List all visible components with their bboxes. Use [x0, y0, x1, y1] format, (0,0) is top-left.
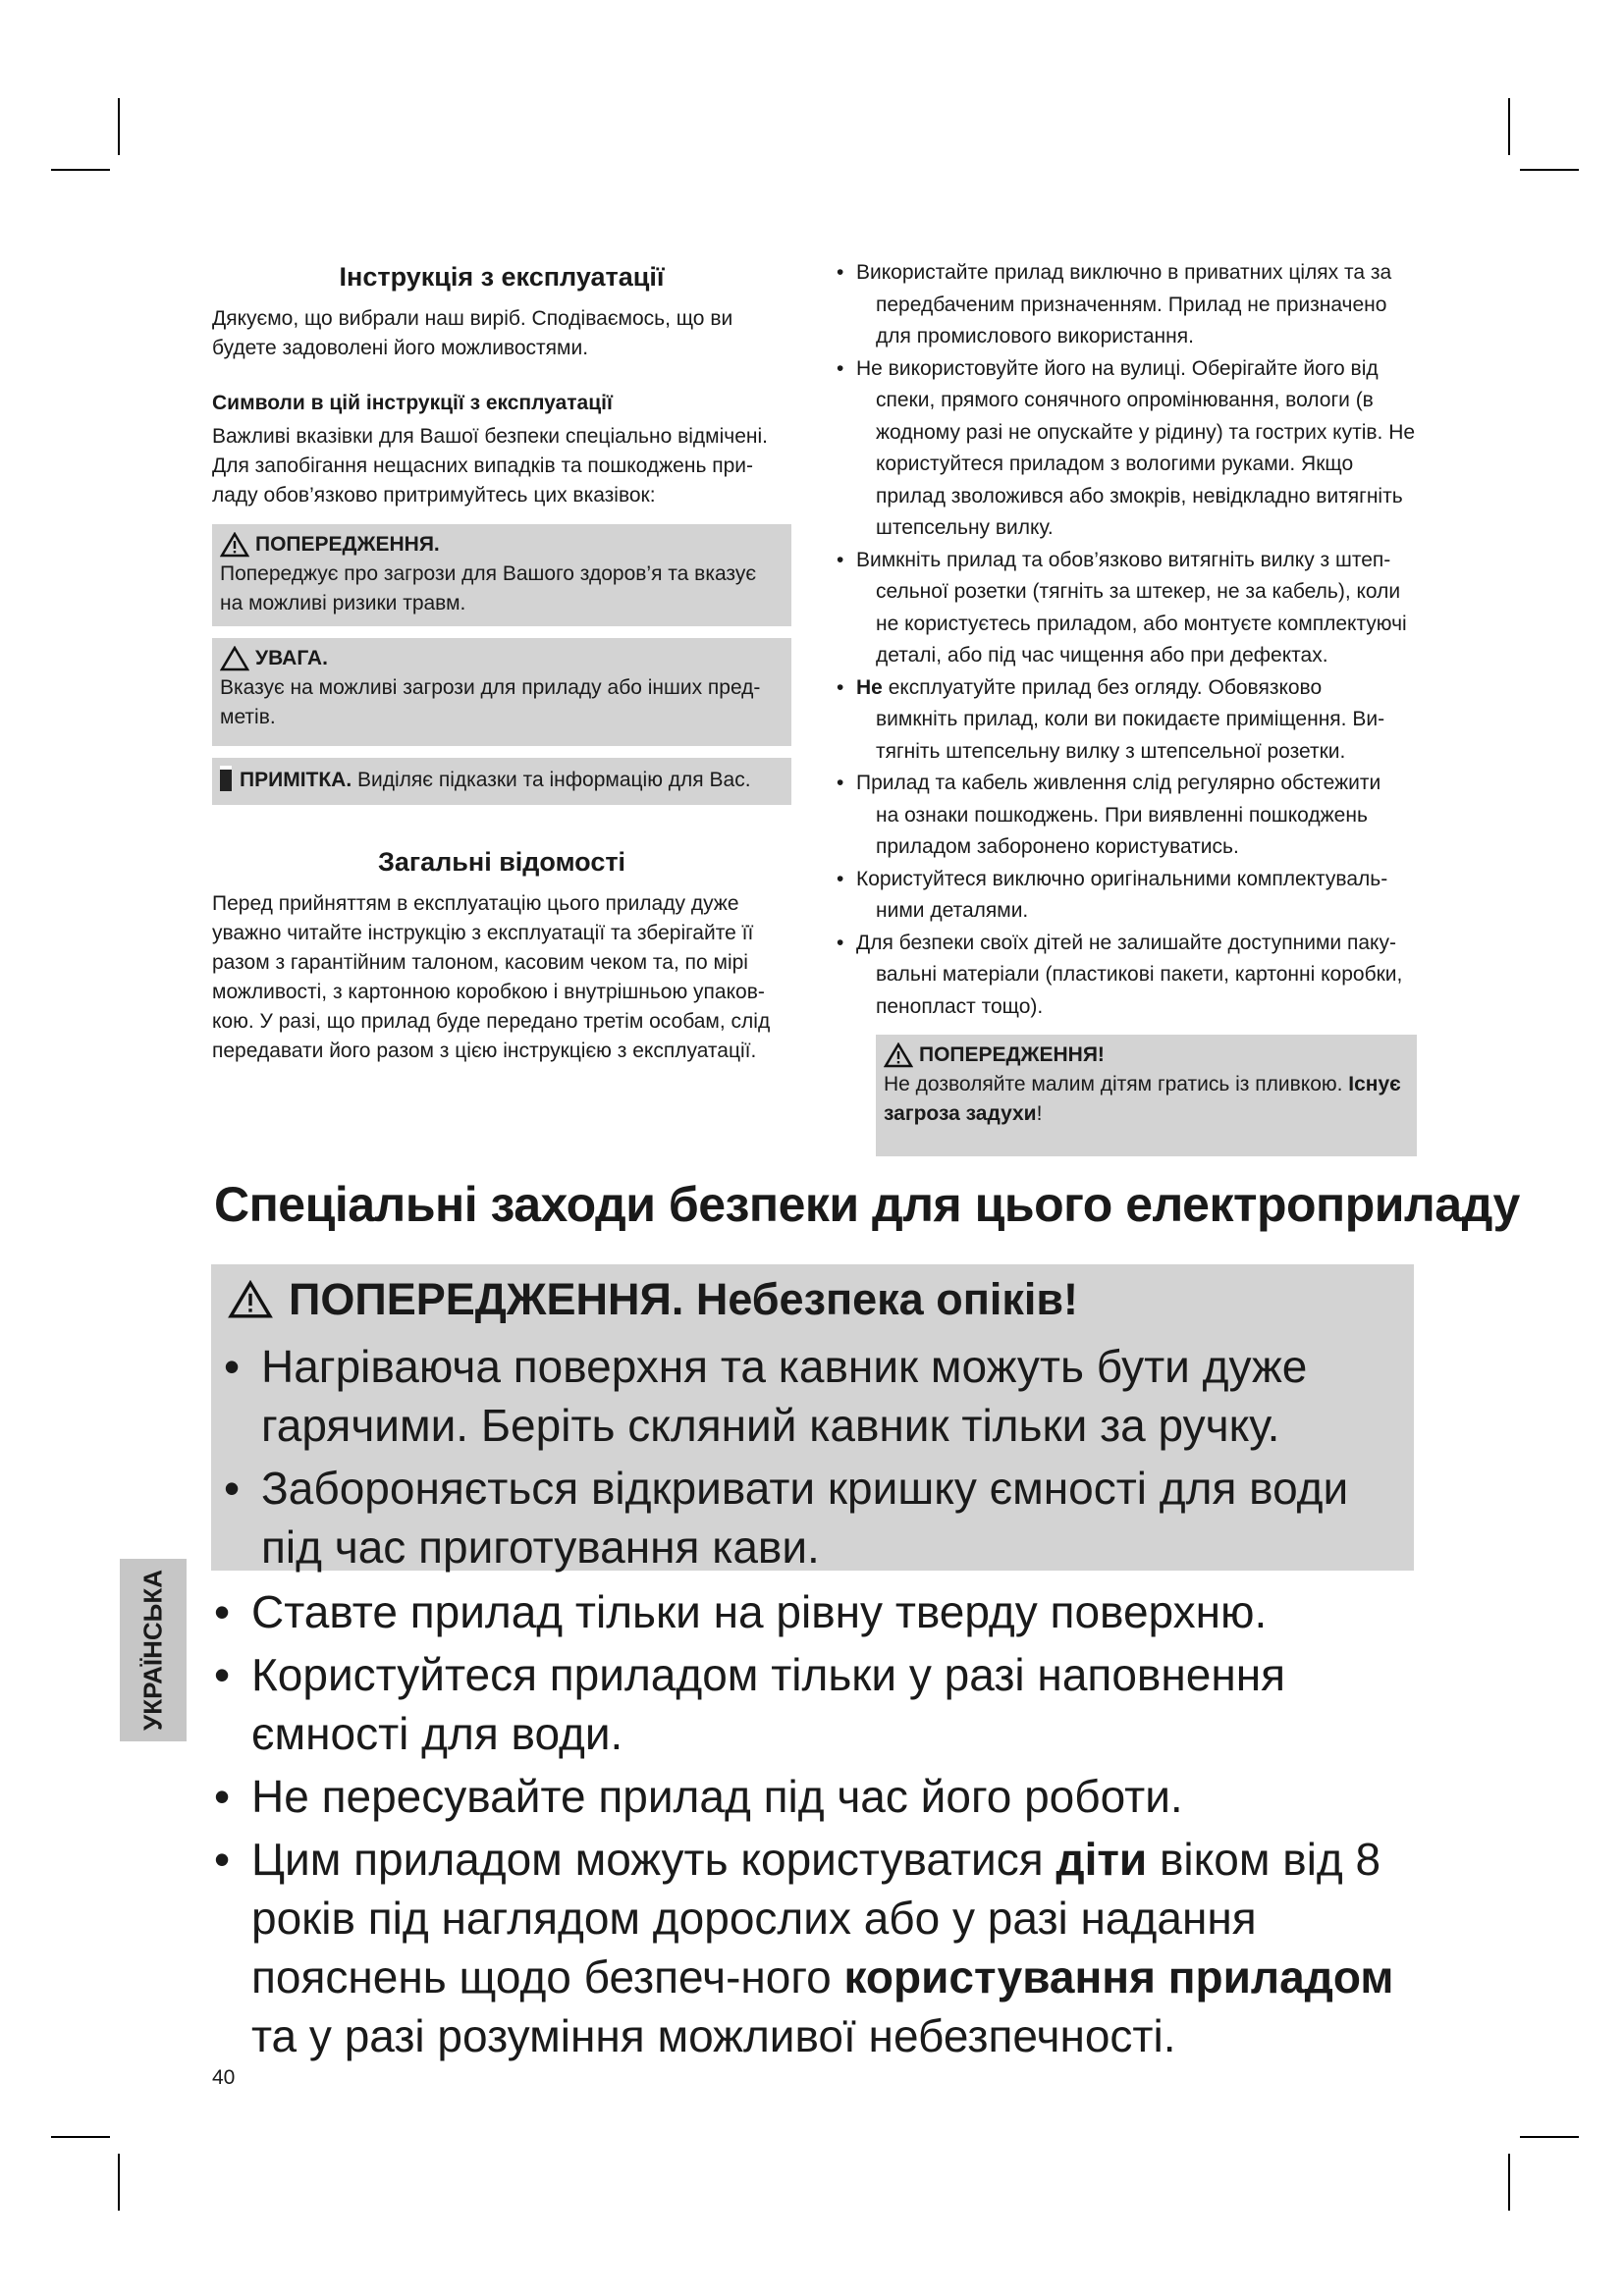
crop-mark: [1508, 98, 1510, 155]
warning-triangle-icon: [220, 646, 249, 671]
safety-bullet-list: [833, 257, 1417, 1023]
caution-legend-title: УВАГА.: [255, 647, 328, 669]
special-safety-list: [206, 1582, 1424, 2065]
list-item: • Використайте прилад виключно в приватних цілях та за передбаченим призначенням. Прилад не призначено для промислового використання.: [833, 257, 1417, 353]
warning-legend-title: ПОПЕРЕДЖЕННЯ.: [255, 533, 440, 556]
note-legend-box: [212, 758, 791, 805]
instructions-title: Інструкція з експлуатації: [339, 262, 665, 292]
warning-triangle-icon: [228, 1280, 273, 1319]
burn-warning-list: [216, 1337, 1394, 1576]
intro-text: Дякуємо, що вибрали наш виріб. Сподіваємось, що ви будете задоволені його можливостями.: [212, 307, 733, 359]
crop-mark: [1520, 169, 1579, 171]
note-legend-text: Виділяє підказки та інформацію для Вас.: [352, 769, 751, 791]
caution-legend-text: Вказує на можливі загрози для приладу або інших пред-метів.: [220, 676, 761, 728]
list-item: • Вимкніть прилад та обов’язково витягніть вилку з штеп- сельної розетки (тягніть за штекер, не за кабель), коли не користуєтесь приладом, або монтуєте комплектуючі деталі, або під час чищення або при дефектах.: [833, 545, 1417, 672]
caution-legend-box: [212, 638, 791, 746]
list-item: • Користуйтеся виключно оригінальними комплектуваль- ними деталями.: [833, 864, 1417, 928]
list-item: • Не пересувайте прилад під час його роботи.: [206, 1767, 1424, 1826]
list-item: • Не використовуйте його на вулиці. Оберігайте його від спеки, прямого сонячного опромінювання, вологи (в жодному разі не опускайте у рідину) та гострих кутів. Не користуйтеся приладом з вологими руками. Якщо прилад зволожився або змокрів, невідкладно витягніть штепсельну вилку.: [833, 353, 1417, 545]
list-item: • Ставте прилад тільки на рівну тверду поверхню.: [206, 1582, 1424, 1641]
list-item: • Користуйтеся приладом тільки у разі наповнення ємності для води.: [206, 1645, 1424, 1763]
suffocation-warning-text: Не дозволяйте малим дітям гратись із пливкою. Існує загроза задухи!: [884, 1073, 1401, 1125]
warning-triangle-icon: [884, 1042, 913, 1068]
list-item: • Для безпеки своїх дітей не залишайте доступними паку- вальні матеріали (пластикові пакети, картонні коробки, пенопласт тощо).: [833, 928, 1417, 1024]
special-safety-heading: Спеціальні заходи безпеки для цього електроприладу: [214, 1177, 1520, 1232]
list-item: • Цим приладом можуть користуватися діти віком від 8 років під наглядом дорослих або у разі надання пояснень щодо безпеч-ного користування приладом та у разі розуміння можливої небезпечності.: [206, 1830, 1424, 2065]
crop-mark: [118, 2154, 120, 2211]
note-legend-title: ПРИМІТКА.: [240, 769, 352, 791]
suffocation-warning-box: [876, 1035, 1417, 1156]
info-icon: [220, 766, 232, 791]
general-text: Перед прийняттям в експлуатацію цього приладу дуже уважно читайте інструкцію з експлуатації та зберігайте її разом з гарантійним талоном, касовим чеком та, по мірі можливості, з картонною коробкою і внутрішньою упаков-кою. У разі, що прилад буде передано третім особам, слід передавати його разом з цією інструкцією з експлуатації.: [212, 892, 771, 1062]
list-item: • Забороняється відкривати кришку ємності для води під час приготування кави.: [216, 1459, 1394, 1576]
warning-legend-text: Попереджує про загрози для Вашого здоров’я та вказує на можливі ризики травм.: [220, 562, 757, 614]
warning-triangle-icon: [220, 532, 249, 558]
warning-legend-box: [212, 524, 791, 626]
general-heading: Загальні відомості: [377, 847, 626, 877]
list-item: • Прилад та кабель живлення слід регулярно обстежити на ознаки пошкоджень. При виявленні пошкоджень приладом заборонено користуватись.: [833, 768, 1417, 864]
symbols-heading: Символи в цій інструкції з експлуатації: [212, 392, 613, 414]
crop-mark: [118, 98, 120, 155]
page-number: 40: [212, 2066, 236, 2089]
left-column: [212, 257, 791, 1066]
crop-mark: [51, 169, 110, 171]
burn-warning-title: ПОПЕРЕДЖЕННЯ. Небезпека опіків!: [228, 1274, 1078, 1325]
suffocation-warning-title: ПОПЕРЕДЖЕННЯ!: [919, 1043, 1105, 1066]
list-item: • Не експлуатуйте прилад без огляду. Обовязково вимкніть прилад, коли ви покидаєте приміщення. Ви-тягніть штепсельну вилку з штепсельної розетки.: [833, 672, 1417, 769]
right-column: [833, 257, 1417, 1156]
symbols-text: Важливі вказівки для Вашої безпеки спеціально відмічені. Для запобігання нещасних випадків та пошкоджень при-ладу обов’язково притримуйтесь цих вказівок:: [212, 425, 768, 507]
crop-mark: [1508, 2154, 1510, 2211]
crop-mark: [51, 2136, 110, 2138]
crop-mark: [1520, 2136, 1579, 2138]
language-side-tab: УКРАЇНСЬКА: [120, 1559, 187, 1741]
list-item: • Нагріваюча поверхня та кавник можуть бути дуже гарячими. Беріть скляний кавник тільки за ручку.: [216, 1337, 1394, 1455]
